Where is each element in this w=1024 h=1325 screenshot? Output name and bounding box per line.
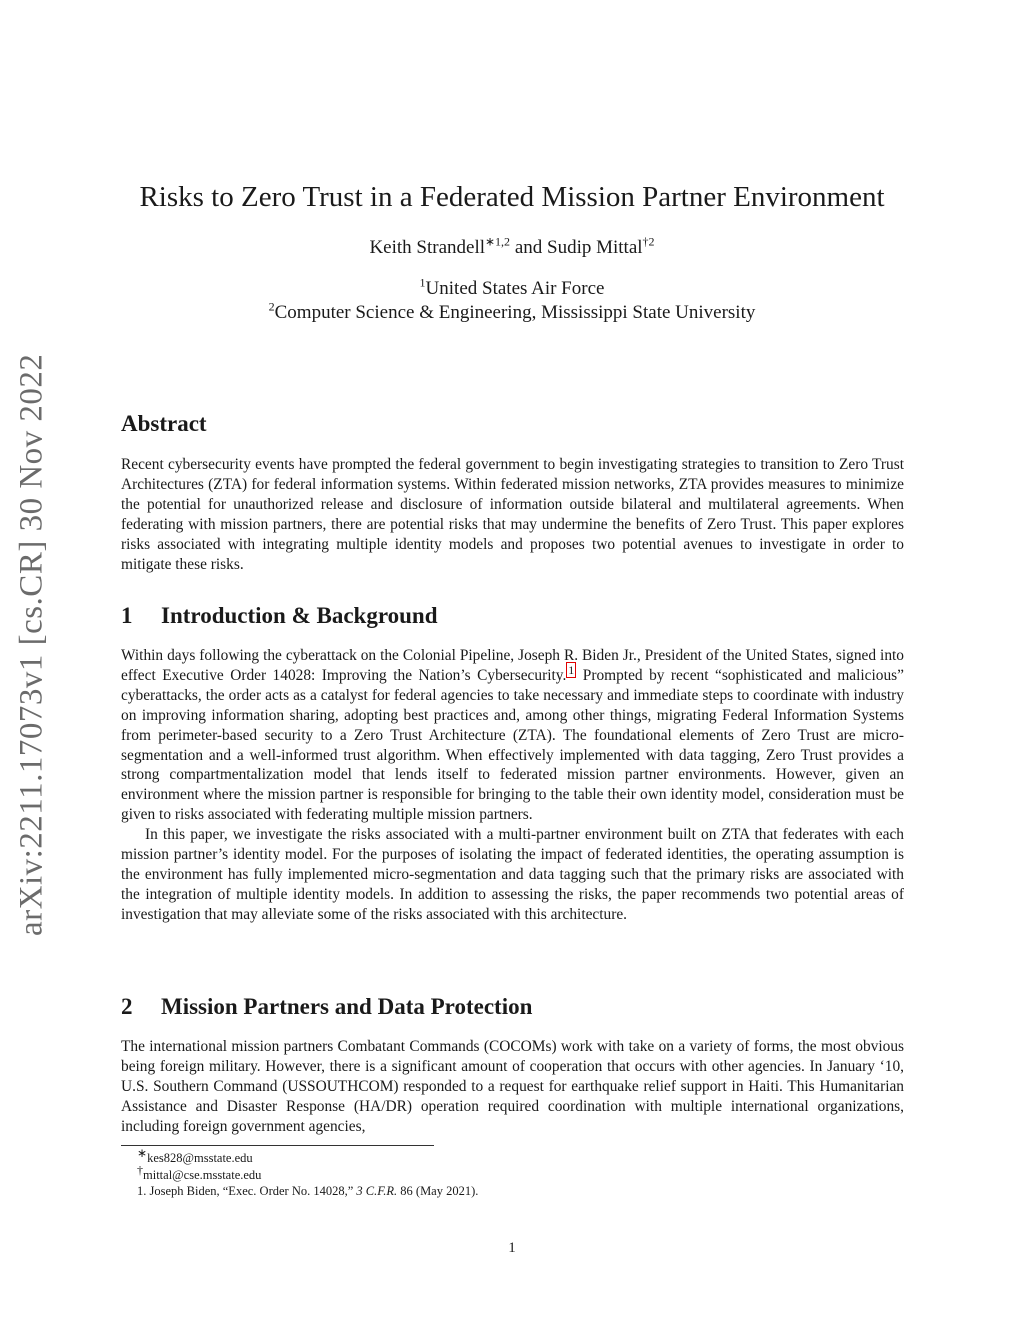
affiliation-text: Computer Science & Engineering, Mississippi State University <box>274 302 756 323</box>
paragraph: In this paper, we investigate the risks associated with a multi-partner environment built on ZTA that federates with each mission partner’s identity model. For the purposes of isolating the impact of federated identities, the operating assumption is the environment has fully implemented micro-segmentation and data tagging such that the primary risks are associated with the integration of multiple identity models. In addition to assessing the risks, the paper recommends two potential areas of investigation that may alleviate some of the risks associated with this architecture. <box>121 826 904 923</box>
affiliation-mark: 1 <box>419 275 426 290</box>
section-2-body: The international mission partners Combatant Commands (COCOMs) work with take on a variety of forms, the most obvious being foreign military. However, there is a significant amount of cooperation that occurs with other agencies. In January ‘10, U.S. Southern Command (USSOUTHCOM) responded to a request for earthquake relief support in Haiti. This Humanitarian Assistance and Disaster Response (HA/DR) operation required coordination with multiple international organizations, including foreign government agencies, <box>121 1038 904 1135</box>
footnote-citation: 3 C.F.R. <box>356 1184 398 1198</box>
affiliation-2 <box>110 301 914 325</box>
abstract-body: Recent cybersecurity events have prompted the federal government to begin investigating strategies to transition to Zero Trust Architectures (ZTA) for federal information systems. Within federated mission networks, ZTA provides measures to minimize the potential for unauthorized release and disclosure of information outside bilateral and multilateral agreements. When federating with mission partners, there are potential risks that may undermine the benefits of Zero Trust. This paper explores risks associated with integrating multiple identity models and proposes two potential avenues to investigate in order to mitigate these risks. <box>121 456 904 573</box>
arxiv-identifier: arXiv:2211.17073v1 [cs.CR] 30 Nov 2022 <box>13 353 50 937</box>
footnote-text: kes828@msstate.edu <box>147 1151 253 1165</box>
affiliation-1 <box>110 277 914 301</box>
section-number: 2 <box>121 994 133 1019</box>
footnote-divider <box>121 1145 434 1146</box>
section-1-heading <box>121 602 438 630</box>
footnote-link[interactable]: 1 <box>568 662 575 677</box>
footnote-text: 86 (May 2021). <box>397 1184 479 1198</box>
footnote-email-2 <box>121 1162 904 1184</box>
author-name: Keith Strandell <box>369 237 485 258</box>
page-number: 1 <box>508 1240 516 1256</box>
section-number: 1 <box>121 603 133 628</box>
affiliation-mark: 2 <box>268 299 275 314</box>
footnote-email-1 <box>121 1145 904 1167</box>
paragraph-text: Prompted by recent “sophisticated and malicious” cyberattacks, the order acts as a catalyst for federal agencies to take necessary and immediate steps to coordinate with industry on improving information sharing, adopting best practices and, among other things, migrating Federal Information Systems from perimeter-based security to a Zero Trust Architecture (ZTA). The foundational elements of Zero Trust are micro-segmentation and a well-informed trust algorithm. When effectively implemented with data tagging, Zero Trust provides a strong compartmentalization model that lends itself to federated mission partner environments. However, given an environment where the mission partner is responsible for bringing to the table their own identity model, consideration must be given to risks associated with federating multiple mission partners. <box>121 666 905 824</box>
author-name: and Sudip Mittal <box>510 237 643 258</box>
author-line <box>110 236 914 260</box>
paper-title: Risks to Zero Trust in a Federated Mission Partner Environment <box>139 181 885 213</box>
affiliation-text: United States Air Force <box>425 278 605 299</box>
section-title: Mission Partners and Data Protection <box>161 994 533 1019</box>
section-title: Introduction & Background <box>161 603 438 628</box>
footnote-1 <box>121 1183 904 1200</box>
footnote-number: 1. <box>137 1184 147 1198</box>
section-2-heading <box>121 993 532 1021</box>
footnote-text: Joseph Biden, “Exec. Order No. 14028,” <box>149 1184 357 1198</box>
footnote-mark: ∗ <box>137 1145 148 1160</box>
footnote-text: mittal@cse.msstate.edu <box>143 1167 262 1182</box>
section-1-body <box>121 646 904 925</box>
footnotes <box>121 1145 904 1200</box>
author-affil-mark: †2 <box>642 234 655 249</box>
footnote-mark: † <box>137 1162 143 1177</box>
abstract-heading: Abstract <box>121 411 207 436</box>
paragraph <box>121 646 904 825</box>
paragraph-text: Within days following the cyberattack on the Colonial Pipeline, Joseph R. Biden Jr., President of the United States, signed into effect Executive Order 14028: Improving the Nation’s Cybersecurity. <box>121 647 904 684</box>
author-affil-mark: ∗1,2 <box>485 234 511 249</box>
